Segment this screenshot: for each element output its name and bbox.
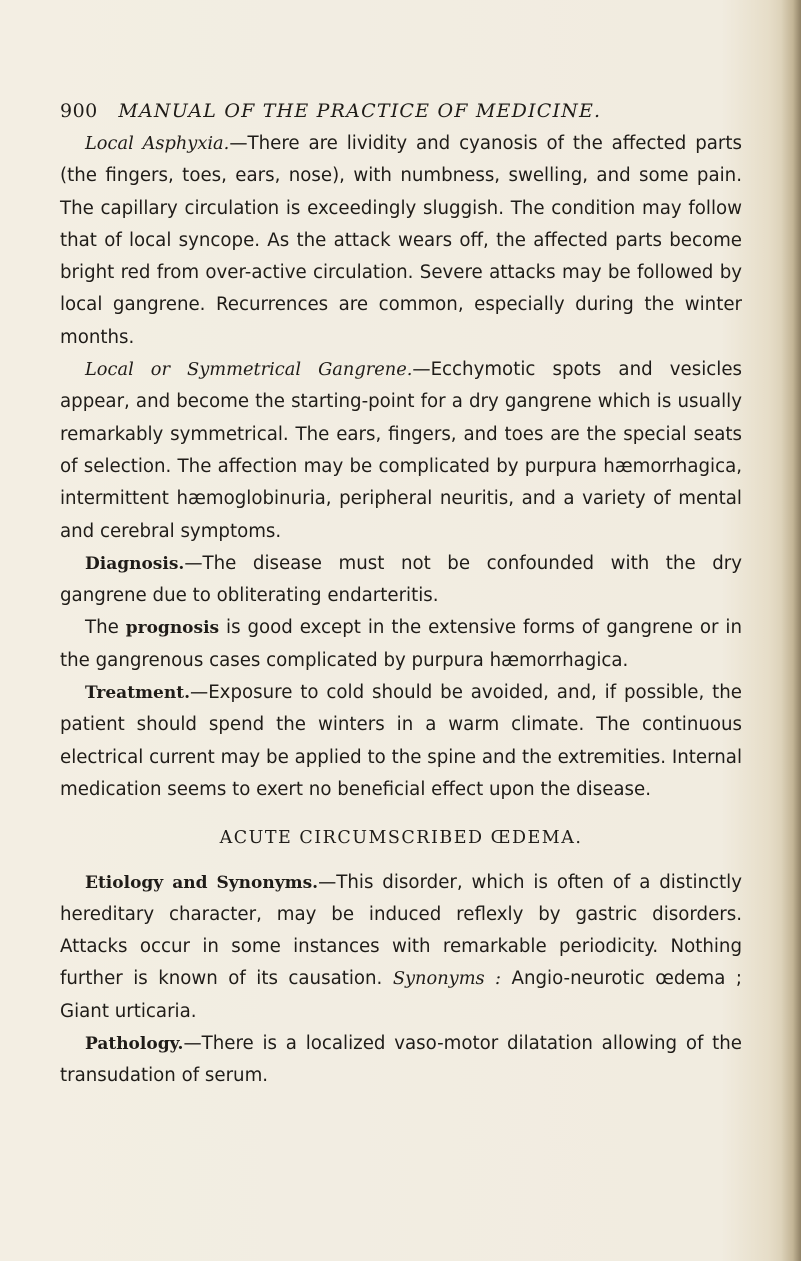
paragraph-symmetrical-gangrene bbox=[60, 354, 742, 548]
text-diagnosis: —The disease must not be confounded with the dry gangrene due to obliterating endarteritis. bbox=[60, 552, 742, 607]
heading-pathology: Pathology. bbox=[85, 1034, 184, 1055]
heading-etiology: Etiology and Synonyms. bbox=[85, 872, 319, 893]
page-number: 900 bbox=[60, 100, 98, 122]
text-pathology: —There is a localized vaso-motor dilatation allowing of the transudation of serum. bbox=[60, 1033, 742, 1087]
text-prognosis: is good except in the extensive forms of gangrene or in the gangrenous cases complicated by purpura hæmorrhagica. bbox=[60, 617, 742, 671]
heading-prognosis: prognosis bbox=[125, 618, 220, 639]
running-title: MANUAL OF THE PRACTICE OF MEDICINE. bbox=[118, 100, 602, 122]
paragraph-diagnosis bbox=[60, 548, 742, 613]
running-header bbox=[60, 100, 740, 122]
paragraph-pathology bbox=[60, 1028, 742, 1093]
heading-symmetrical-gangrene: Local or Symmetrical Gangrene. bbox=[85, 359, 413, 381]
text-etiology: —This disorder, which is often of a distinctly hereditary character, may be induced reflexly by gastric disorders. Attacks occur in some instances with remarkable periodicity. Nothing further is known of its causation. bbox=[60, 871, 742, 990]
heading-treatment: Treatment. bbox=[85, 683, 190, 704]
text-symmetrical-gangrene: —Ecchymotic spots and vesicles appear, and become the starting-point for a dry gangrene which is usually remarkably symmetrical. The ears, fingers, and toes are the special seats of selection. The affection may be complicated by purpura hæmorrhagica, intermittent hæmoglobinuria, peripheral neuritis, and a variety of mental and cerebral symptoms. bbox=[60, 359, 742, 542]
pre-prognosis: The bbox=[85, 617, 126, 639]
page-body bbox=[60, 128, 742, 1093]
heading-diagnosis: Diagnosis. bbox=[85, 553, 185, 574]
paragraph-prognosis bbox=[60, 612, 742, 677]
section-title: ACUTE CIRCUMSCRIBED ŒDEMA. bbox=[219, 828, 583, 849]
paragraph-etiology bbox=[60, 867, 742, 1028]
synonyms-label: Synonyms : bbox=[392, 968, 502, 990]
text-treatment: —Exposure to cold should be avoided, and, if possible, the patient should spend the winters in a warm climate. The continuous electrical current may be applied to the spine and the extremities. Internal medication seems to exert no beneficial effect upon the disease. bbox=[60, 682, 742, 800]
synonyms-text: Angio-neurotic œdema ; Giant urticaria. bbox=[60, 968, 743, 1022]
paragraph-local-asphyxia bbox=[60, 128, 742, 354]
heading-local-asphyxia: Local Asphyxia. bbox=[85, 133, 230, 154]
text-local-asphyxia: —There are lividity and cyanosis of the affected parts (the fingers, toes, ears, nose), with numbness, swelling, and some pain. The capillary circulation is exceedingly sluggish. The condition may follow that of local syncope. As the attack wears off, the affected parts become bright red from over-active circulation. Severe attacks may be followed by local gangrene. Recurrences are common, especially during the winter months. bbox=[60, 133, 742, 348]
paragraph-treatment bbox=[60, 677, 742, 806]
page-edge-shadow bbox=[781, 0, 801, 1261]
